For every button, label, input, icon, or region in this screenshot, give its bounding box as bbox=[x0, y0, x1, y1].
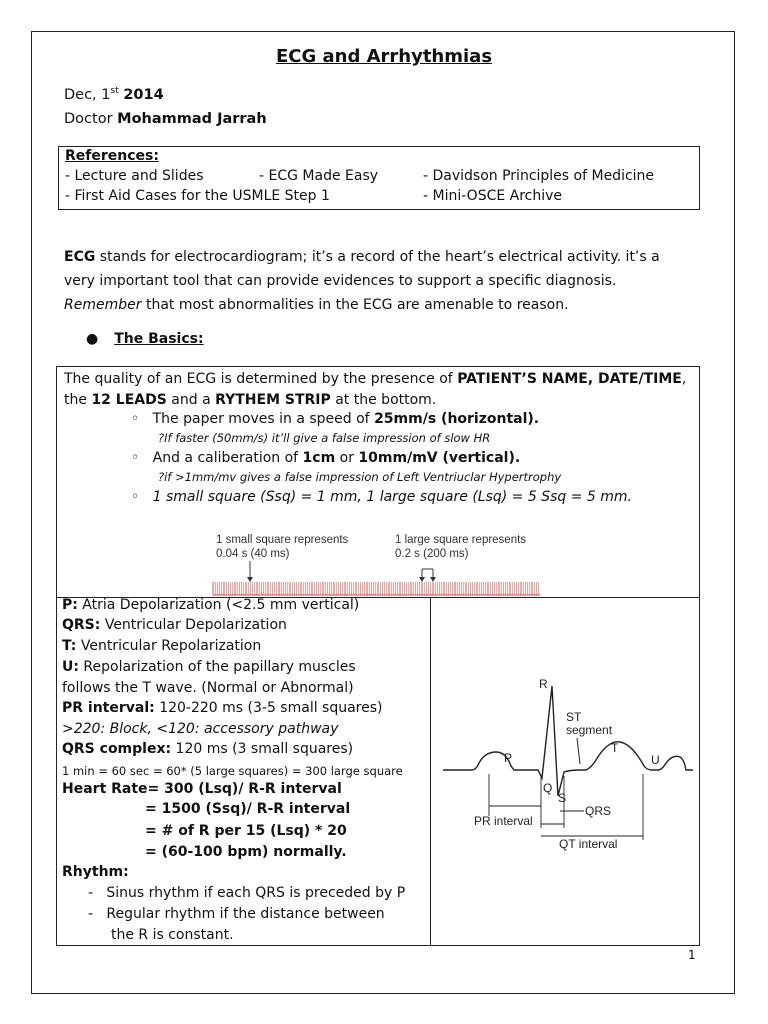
rhythm-item-cont: the R is constant. bbox=[111, 927, 234, 943]
rhythm-item: - Sinus rhythm if each QRS is preceded by P bbox=[88, 885, 406, 901]
wave-qrs: QRS: Ventricular Depolarization bbox=[62, 617, 287, 633]
grid-label-small-1: 1 small square represents bbox=[216, 534, 349, 546]
label-pr-interval: PR interval bbox=[474, 814, 533, 828]
heart-rate-4: = (60-100 bpm) normally. bbox=[145, 844, 347, 860]
qrs-complex: QRS complex: 120 ms (3 small squares) bbox=[62, 741, 354, 757]
label-st-segment: segment bbox=[566, 723, 613, 737]
hollow-bullet-icon: ◦ bbox=[131, 489, 140, 505]
heart-rate-1: Heart Rate= 300 (Lsq)/ R-R interval bbox=[62, 781, 342, 797]
quality-paragraph: The quality of an ECG is determined by the presence of PATIENT’S NAME, DATE/TIME, the 12 LEADS and a RYTHEM STRIP at the bottom. bbox=[64, 371, 687, 408]
hollow-bullet-icon: ◦ bbox=[131, 450, 140, 466]
hollow-bullet-icon: ◦ bbox=[131, 411, 140, 427]
wave-u-cont: follows the T wave. (Normal or Abnormal) bbox=[62, 680, 354, 696]
grid-label-small-2: 0.04 s (40 ms) bbox=[216, 548, 290, 560]
references-heading: References: bbox=[65, 148, 159, 164]
conversion-note: 1 min = 60 sec = 60* (5 large squares) = 300 large square bbox=[62, 764, 403, 778]
references-box bbox=[58, 146, 700, 210]
label-qt-interval: QT interval bbox=[559, 837, 618, 851]
grid-strip bbox=[213, 582, 540, 595]
heart-rate-3: = # of R per 15 (Lsq) * 20 bbox=[145, 823, 347, 839]
arrow-head-icon bbox=[419, 577, 425, 582]
page-title: ECG and Arrhythmias bbox=[275, 46, 493, 67]
label-s: S bbox=[558, 791, 567, 805]
reference-item: - First Aid Cases for the USMLE Step 1 bbox=[65, 188, 330, 204]
page-number: 1 bbox=[688, 948, 696, 962]
note-paper-speed: ?If faster (50mm/s) it’ll give a false impression of slow HR bbox=[158, 431, 491, 445]
reference-item: - Mini-OSCE Archive bbox=[423, 188, 563, 204]
ecg-paper-grid-figure bbox=[200, 525, 560, 597]
sub-bullet-squares: ◦ 1 small square (Ssq) = 1 mm, 1 large square (Lsq) = 5 Ssq = 5 mm. bbox=[131, 489, 632, 505]
label-t: T bbox=[611, 741, 619, 755]
section-heading-basics: ● The Basics: bbox=[86, 331, 204, 347]
grid-label-large-1: 1 large square represents bbox=[395, 534, 527, 546]
rhythm-heading: Rhythm: bbox=[62, 864, 129, 880]
divider bbox=[430, 597, 431, 946]
label-r: R bbox=[539, 678, 548, 691]
label-q: Q bbox=[543, 781, 553, 795]
reference-item: - Lecture and Slides bbox=[65, 168, 204, 184]
sub-bullet-calibration: ◦ And a caliberation of 1cm or 10mm/mV (vertical). bbox=[131, 450, 521, 466]
ecg-waveform-diagram bbox=[440, 678, 695, 858]
wave-t: T: Ventricular Repolarization bbox=[62, 638, 262, 654]
pr-interval: PR interval: 120-220 ms (3-5 small squares) bbox=[62, 700, 383, 716]
st-pointer-line bbox=[577, 738, 580, 764]
arrow-head-icon bbox=[247, 577, 253, 582]
arrow-head-icon bbox=[430, 577, 436, 582]
label-u: U bbox=[651, 753, 660, 767]
rhythm-item: - Regular rhythm if the distance between bbox=[88, 906, 385, 922]
label-qrs: QRS bbox=[585, 804, 612, 818]
wave-u: U: Repolarization of the papillary muscles bbox=[62, 659, 356, 675]
intro-paragraph: ECG stands for electrocardiogram; it’s a record of the heart’s electrical activity. it’s a very important tool that can provide evidences to support a specific diagnosis. Remember that most abnormalities in the ECG are amenable to reason. bbox=[64, 249, 660, 313]
heart-rate-2: = 1500 (Ssq)/ R-R interval bbox=[145, 801, 351, 817]
label-p: P bbox=[504, 751, 513, 765]
wave-p: P: Atria Depolarization (<2.5 mm vertical) bbox=[62, 597, 360, 613]
sub-bullet-paper-speed: ◦ The paper moves in a speed of 25mm/s (horizontal). bbox=[131, 411, 540, 427]
ecg-trace bbox=[443, 686, 693, 796]
pr-note: >220: Block, <120: accessory pathway bbox=[62, 721, 339, 737]
grid-label-large-2: 0.2 s (200 ms) bbox=[395, 548, 469, 560]
reference-item: - Davidson Principles of Medicine bbox=[423, 168, 655, 184]
lecture-date: Dec, 1st 2014 bbox=[64, 86, 164, 103]
lecturer: Doctor Mohammad Jarrah bbox=[64, 111, 267, 127]
note-calibration: ?if >1mm/mv gives a false impression of Left Ventriuclar Hypertrophy bbox=[158, 470, 562, 484]
label-st: ST bbox=[566, 710, 582, 724]
reference-item: - ECG Made Easy bbox=[259, 168, 379, 184]
bullet-icon: ● bbox=[86, 331, 99, 347]
